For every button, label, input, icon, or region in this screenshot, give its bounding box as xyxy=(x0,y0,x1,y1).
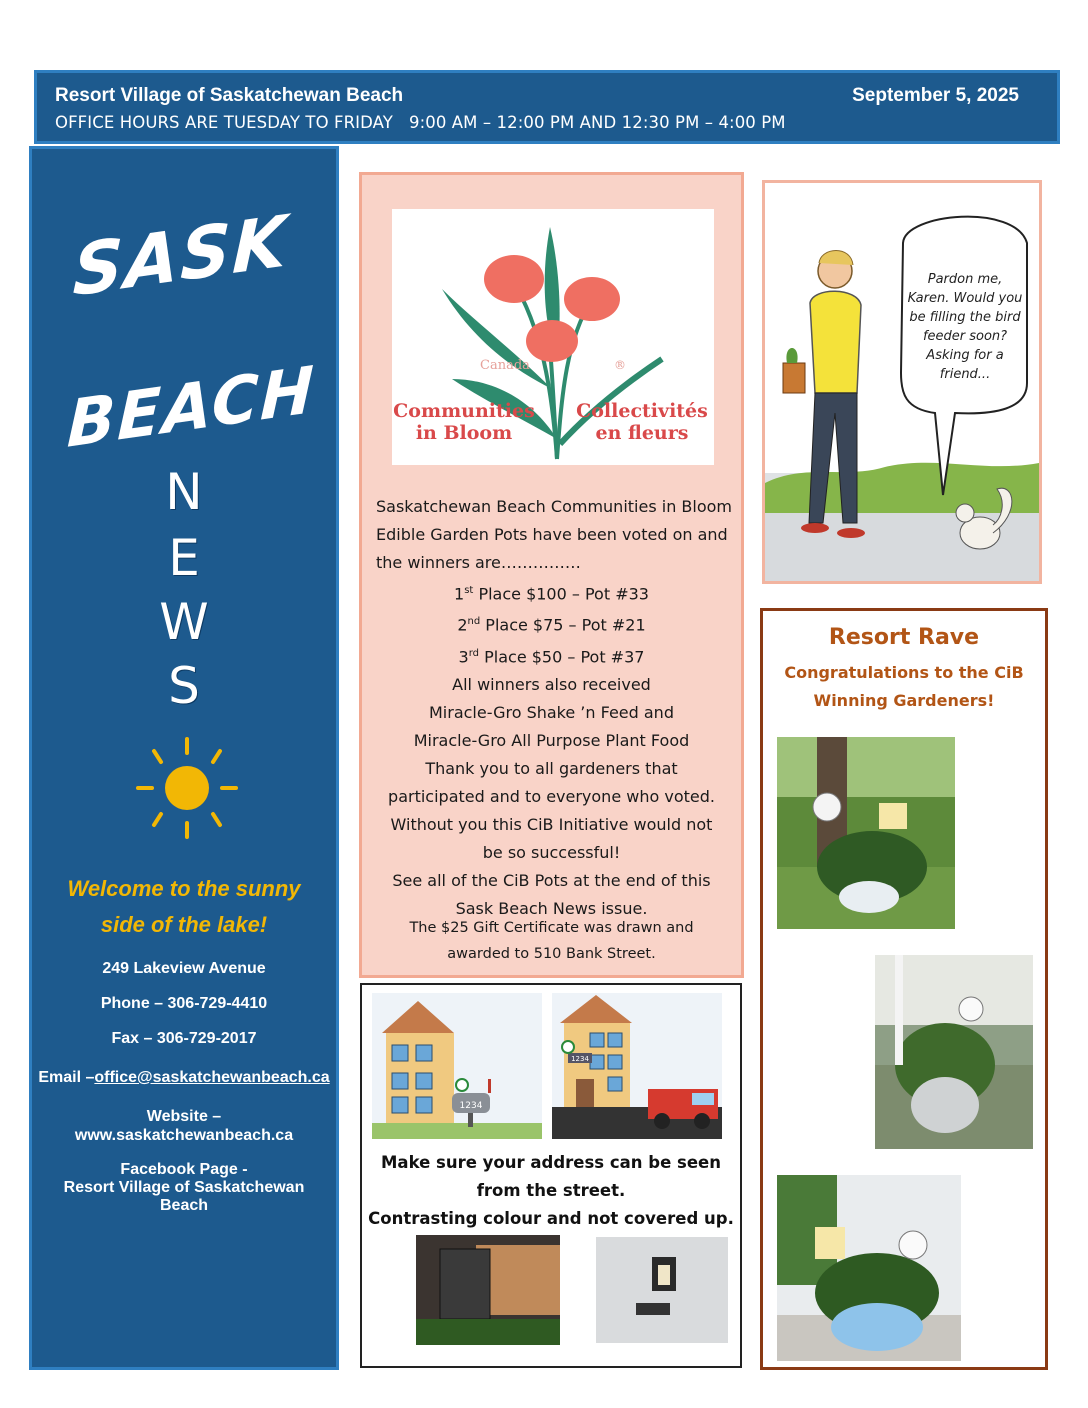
email-link[interactable]: office@saskatchewanbeach.ca xyxy=(94,1069,330,1086)
welcome-tagline xyxy=(32,871,336,943)
website-block xyxy=(32,1107,336,1145)
cib-line: Without you this CiB Initiative would not xyxy=(390,814,713,834)
cib-line: Sask Beach News issue. xyxy=(455,898,648,918)
cartoon-panel xyxy=(762,180,1042,584)
house-number: 1234 xyxy=(571,1055,589,1063)
address-tip-line-1: Make sure your address can be seen xyxy=(381,1153,721,1172)
cib-line: All winners also received xyxy=(452,674,651,694)
newsletter-header xyxy=(34,70,1060,144)
header-org-name: Resort Village of Saskatchewan Beach xyxy=(55,85,404,106)
office-address: 249 Lakeview Avenue xyxy=(102,960,266,977)
header-date: September 5, 2025 xyxy=(852,85,1019,106)
bubble-line: Karen. Would you xyxy=(907,291,1023,306)
office-email xyxy=(32,1068,336,1087)
masthead-sask: SASK xyxy=(71,199,290,313)
masthead-news-e: E xyxy=(168,529,200,587)
cib-line: Miracle-Gro All Purpose Plant Food xyxy=(413,730,690,750)
website-link[interactable]: www.saskatchewanbeach.ca xyxy=(74,1127,294,1144)
welcome-line-1: Welcome to the sunny xyxy=(67,876,301,901)
cib-line: participated and to everyone who voted. xyxy=(388,786,715,806)
resort-rave-panel xyxy=(760,608,1048,1370)
office-fax: Fax – 306-729-2017 xyxy=(111,1030,257,1047)
logo-en-2: in Bloom xyxy=(415,422,513,444)
gift-line-1: The $25 Gift Certificate was drawn and xyxy=(409,920,694,936)
rave-subtitle xyxy=(763,659,1045,715)
logo-canada: Canada xyxy=(480,358,530,373)
rave-sub-line-2: Winning Gardeners! xyxy=(813,691,995,710)
welcome-line-2: side of the lake! xyxy=(100,912,268,937)
facebook-line-3[interactable]: Beach xyxy=(159,1197,209,1214)
address-tip-line-3: Contrasting colour and not covered up. xyxy=(368,1209,734,1228)
rave-title: Resort Rave xyxy=(828,625,980,650)
mailbox-number: 1234 xyxy=(459,1101,483,1111)
place-third: 3rd Place $50 – Pot #37 xyxy=(458,646,645,666)
masthead-beach: BEACH xyxy=(65,353,317,463)
address-visibility-panel xyxy=(360,983,742,1368)
cib-line: Miracle-Gro Shake ’n Feed and xyxy=(429,702,674,722)
cib-announcement xyxy=(359,172,744,978)
facebook-line-1: Facebook Page - xyxy=(120,1161,248,1178)
bubble-line: friend... xyxy=(939,367,991,382)
house-firetruck-icon xyxy=(552,993,722,1139)
cib-intro-text: Saskatchewan Beach Communities in Bloom Edible Garden Pots have been voted on and the winners are…………… xyxy=(376,497,733,572)
garden-pot-photo-2 xyxy=(875,955,1033,1149)
office-phone: Phone – 306-729-4410 xyxy=(100,995,268,1012)
bubble-line: be filling the bird xyxy=(909,310,1021,325)
address-tip-line-2: from the street. xyxy=(476,1181,626,1200)
website-label: Website – xyxy=(146,1108,222,1125)
rave-sub-line-1: Congratulations to the CiB xyxy=(784,663,1024,682)
cib-line: be so successful! xyxy=(482,842,621,862)
cib-gift-certificate xyxy=(362,915,741,967)
masthead-news-n: N xyxy=(165,463,203,521)
sun-icon xyxy=(132,733,242,843)
garden-pot-photo-1 xyxy=(777,737,955,929)
logo-fr-2: en fleurs xyxy=(595,422,689,444)
bubble-line: Pardon me, xyxy=(927,272,1003,287)
header-office-hours: OFFICE HOURS ARE TUESDAY TO FRIDAY 9:00 AM – 12:00 PM AND 12:30 PM – 4:00 PM xyxy=(55,113,786,132)
logo-reg: ® xyxy=(614,358,626,372)
logo-fr-1: Collectivités xyxy=(576,400,708,422)
place-first: 1st Place $100 – Pot #33 xyxy=(454,584,649,604)
bubble-line: feeder soon? xyxy=(922,329,1008,344)
email-label: Email – xyxy=(38,1069,95,1086)
address-photo-1 xyxy=(416,1235,560,1345)
logo-en-1: Communities xyxy=(393,400,535,422)
masthead-news-s: S xyxy=(168,657,200,715)
facebook-block xyxy=(32,1161,336,1215)
facebook-line-2[interactable]: Resort Village of Saskatchewan xyxy=(63,1179,305,1196)
cib-logo xyxy=(392,209,714,465)
address-photo-2 xyxy=(596,1237,728,1343)
address-tip-text xyxy=(362,1149,740,1233)
bubble-line: Asking for a xyxy=(926,348,1004,363)
cib-line: Thank you to all gardeners that xyxy=(425,758,678,778)
house-mailbox-icon xyxy=(372,993,542,1139)
garden-pot-photo-3 xyxy=(777,1175,961,1361)
masthead-news-w: W xyxy=(159,593,209,651)
sidebar xyxy=(29,146,339,1370)
gift-line-2: awarded to 510 Bank Street. xyxy=(447,946,656,962)
place-second: 2nd Place $75 – Pot #21 xyxy=(457,615,646,635)
cib-winners-list xyxy=(362,577,741,923)
cib-line: See all of the CiB Pots at the end of this xyxy=(392,870,711,890)
